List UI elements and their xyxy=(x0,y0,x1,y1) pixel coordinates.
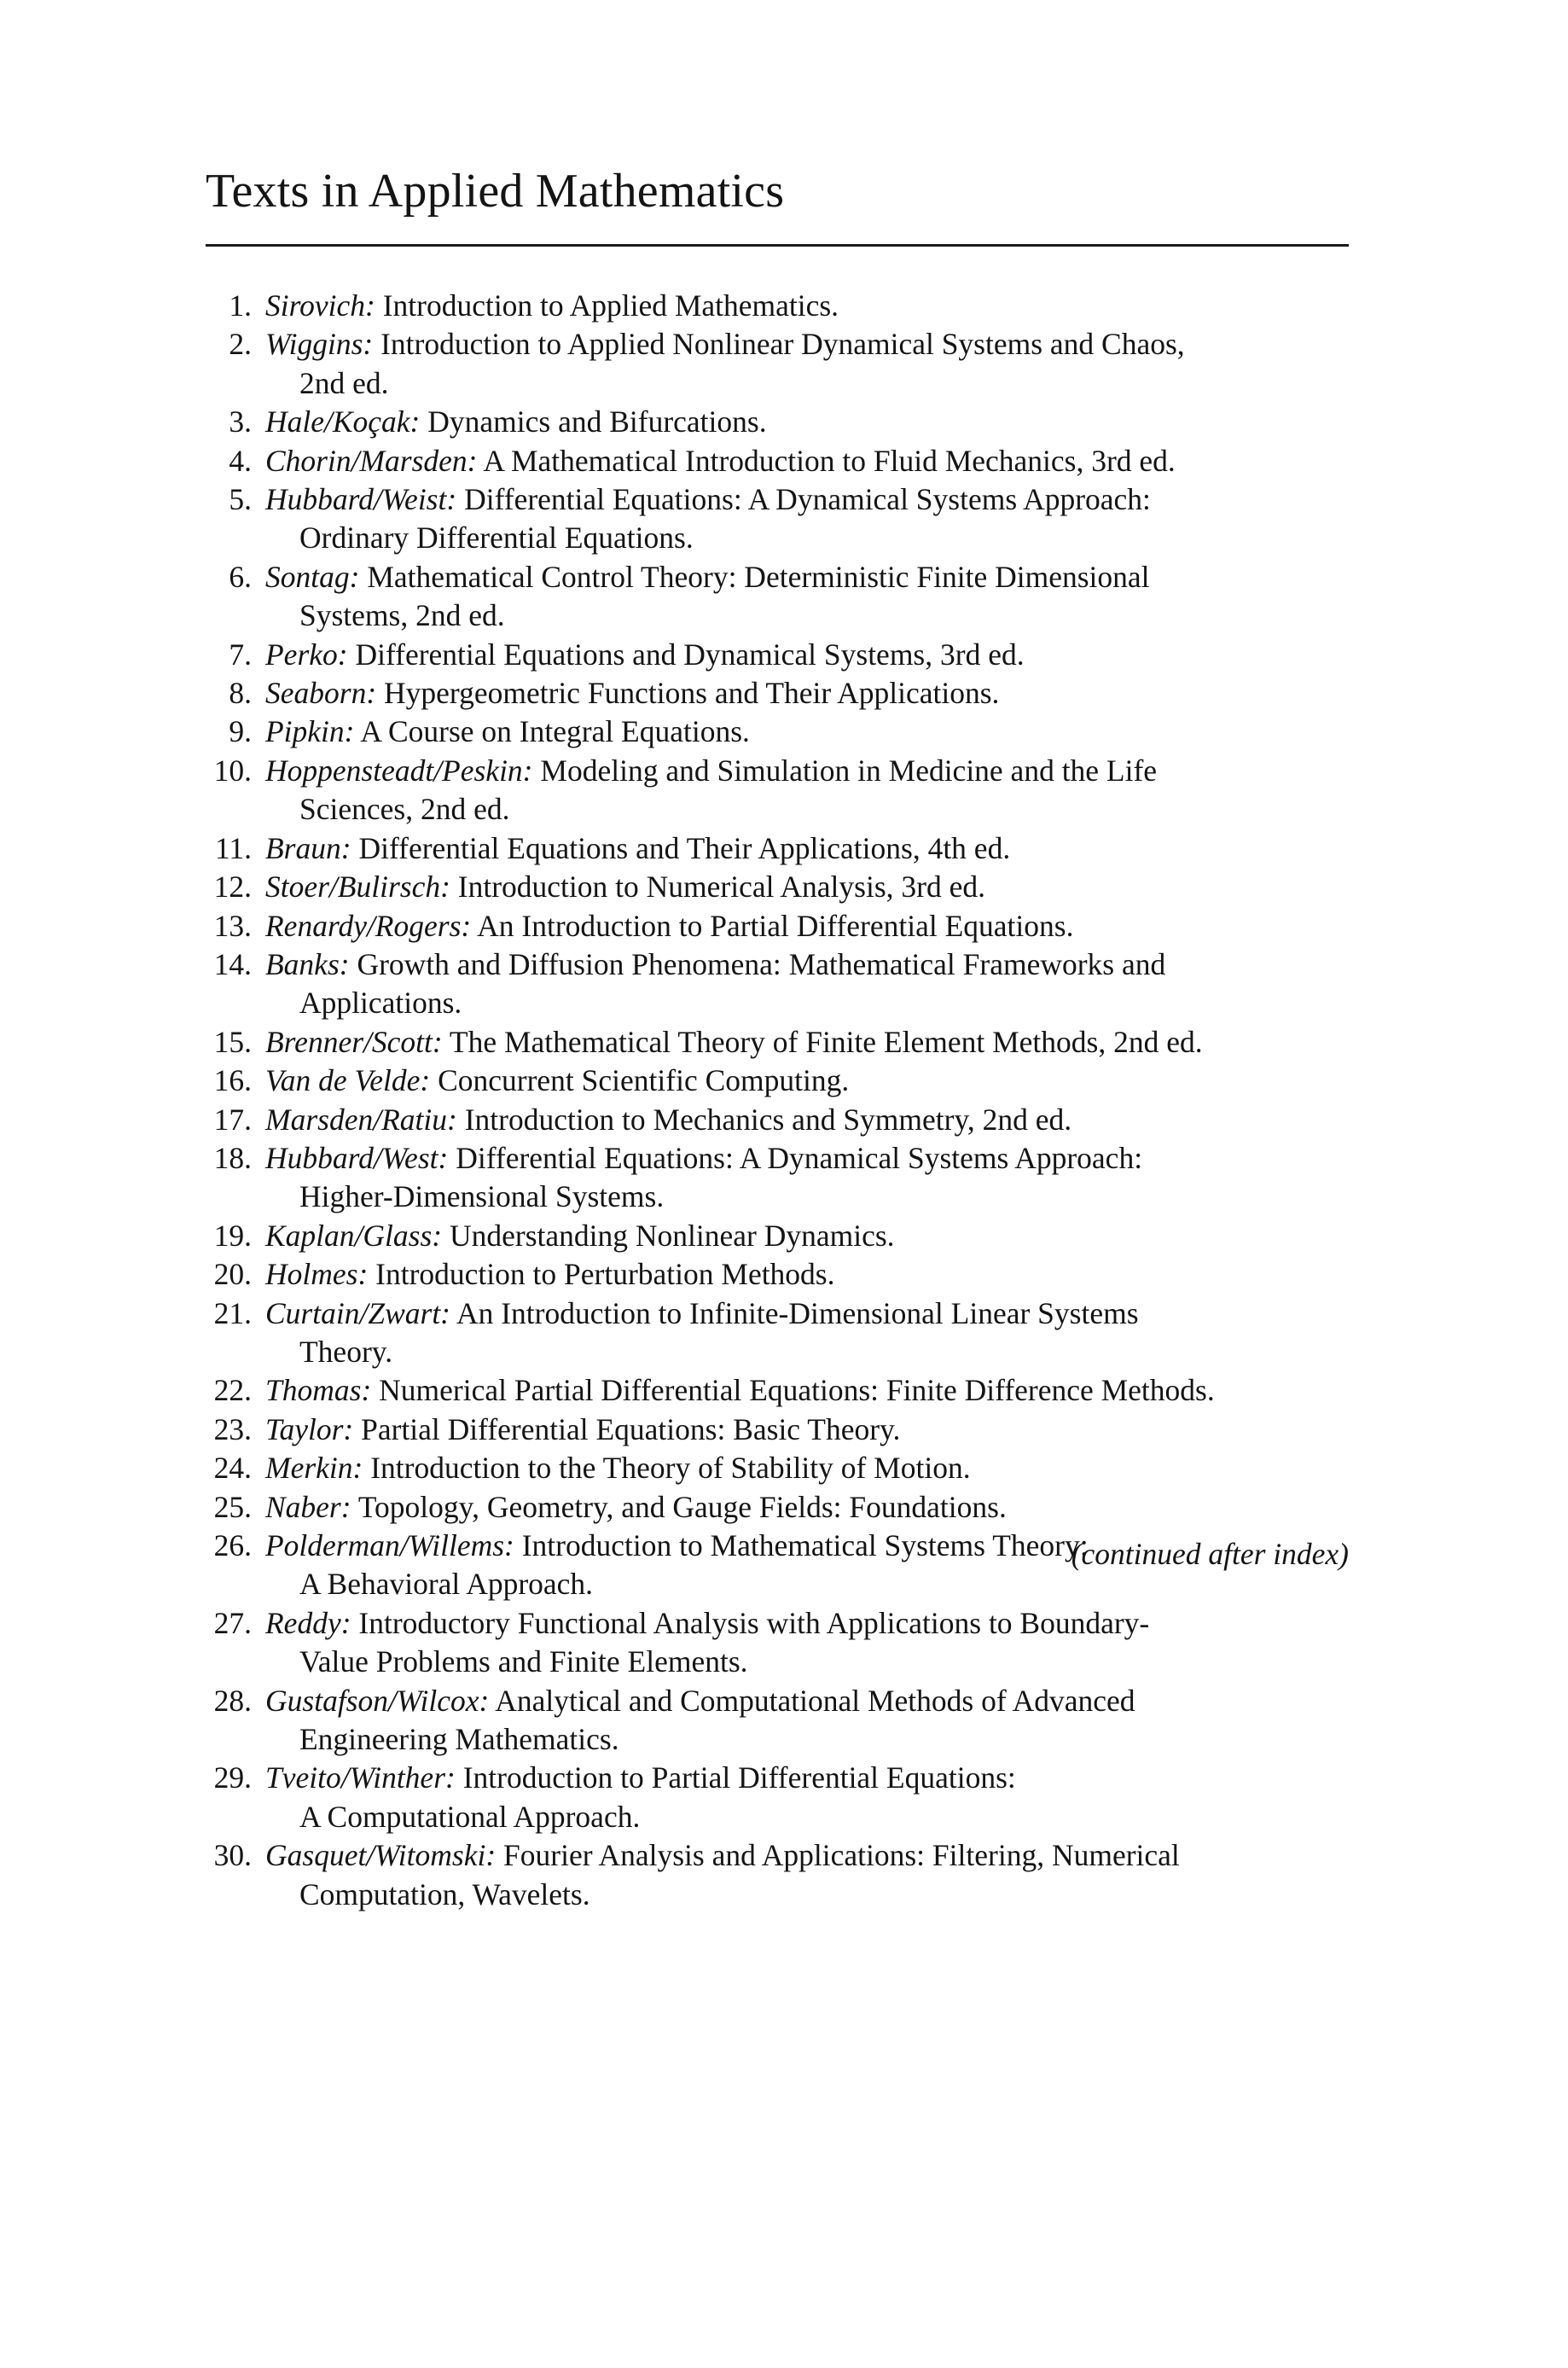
book-number: 24. xyxy=(213,1451,252,1486)
book-entry-line xyxy=(265,1449,1366,1487)
book-number: 17. xyxy=(213,1102,252,1137)
book-entry xyxy=(206,1217,1366,1255)
book-title: Partial Differential Equations: Basic Theory. xyxy=(361,1411,901,1446)
book-number: 2. xyxy=(229,327,252,362)
book-author: Tveito/Winther: xyxy=(265,1760,456,1795)
book-author: Sirovich: xyxy=(265,288,375,323)
book-author: Renardy/Rogers: xyxy=(265,908,472,943)
book-author: Naber: xyxy=(265,1489,351,1524)
book-entry-line xyxy=(265,1836,1366,1875)
book-number: 13. xyxy=(213,908,252,943)
book-entry xyxy=(206,1682,1366,1760)
book-title: Introduction to Applied Mathematics. xyxy=(382,288,839,323)
book-title: Concurrent Scientific Computing. xyxy=(438,1063,850,1098)
book-number: 9. xyxy=(229,714,252,749)
book-title: Dynamics and Bifurcations. xyxy=(427,404,767,439)
book-author: Stoer/Bulirsch: xyxy=(265,870,450,905)
book-number: 22. xyxy=(213,1373,252,1408)
book-author: Banks: xyxy=(265,946,350,981)
book-entry xyxy=(206,674,1366,713)
book-title-continuation: A Computational Approach. xyxy=(299,1799,641,1834)
book-number: 14. xyxy=(213,946,252,981)
book-number: 8. xyxy=(229,676,252,711)
book-title: Introduction to Numerical Analysis, 3rd ed. xyxy=(457,870,985,905)
book-entry xyxy=(206,1295,1366,1372)
book-entry xyxy=(206,907,1366,945)
page-title: Texts in Applied Mathematics xyxy=(206,165,785,218)
book-entry xyxy=(206,1604,1366,1682)
book-title: Mathematical Control Theory: Deterministic Finite Dimensional xyxy=(367,559,1150,594)
book-number: 10. xyxy=(213,753,252,788)
book-author: Van de Velde: xyxy=(265,1063,431,1098)
book-title: Introduction to Mathematical Systems Theory: xyxy=(521,1528,1089,1562)
book-title-continuation: Higher-Dimensional Systems. xyxy=(299,1179,665,1214)
book-title-continuation: A Behavioral Approach. xyxy=(299,1567,594,1602)
book-entry xyxy=(206,1836,1366,1914)
book-title: Understanding Nonlinear Dynamics. xyxy=(449,1218,895,1253)
book-entry-line xyxy=(265,403,1366,441)
book-entry xyxy=(206,713,1366,751)
book-number: 12. xyxy=(213,870,252,905)
book-author: Wiggins: xyxy=(265,327,374,362)
book-title: A Course on Integral Equations. xyxy=(360,714,750,749)
book-author: Braun: xyxy=(265,830,351,865)
book-title-continuation: Engineering Mathematics. xyxy=(299,1722,619,1757)
book-number: 30. xyxy=(213,1838,252,1873)
title-rule xyxy=(206,244,1349,247)
book-title: Introduction to Mechanics and Symmetry, 2nd ed. xyxy=(464,1102,1072,1137)
book-title-continuation: Theory. xyxy=(299,1334,393,1369)
book-author: Hubbard/Weist: xyxy=(265,482,457,517)
book-entry-line xyxy=(265,1062,1366,1100)
book-number: 25. xyxy=(213,1489,252,1524)
book-entry xyxy=(206,442,1366,480)
book-title: Differential Equations: A Dynamical Systems Approach: xyxy=(464,482,1151,517)
book-entry xyxy=(206,1139,1366,1217)
book-author: Pipkin: xyxy=(265,714,355,749)
book-title: Introduction to Applied Nonlinear Dynamical Systems and Chaos, xyxy=(380,327,1185,362)
book-number: 11. xyxy=(214,830,252,865)
book-title: Modeling and Simulation in Medicine and the Life xyxy=(540,753,1158,788)
book-author: Taylor: xyxy=(265,1411,354,1446)
book-number: 23. xyxy=(213,1411,252,1446)
book-number: 21. xyxy=(213,1295,252,1330)
book-title: The Mathematical Theory of Finite Element Methods, 2nd ed. xyxy=(449,1024,1203,1059)
book-number: 7. xyxy=(229,637,252,672)
book-entry-line xyxy=(265,1488,1366,1527)
book-title: Introduction to the Theory of Stability of Motion. xyxy=(370,1451,971,1486)
book-author: Hoppensteadt/Peskin: xyxy=(265,753,533,788)
book-author: Perko: xyxy=(265,637,348,672)
book-title: Growth and Diffusion Phenomena: Mathematical Frameworks and xyxy=(357,946,1166,981)
book-author: Holmes: xyxy=(265,1257,369,1292)
book-entry xyxy=(206,325,1366,403)
book-entry xyxy=(206,1062,1366,1100)
book-title-continuation: Systems, 2nd ed. xyxy=(299,598,505,633)
book-author: Reddy: xyxy=(265,1605,351,1640)
book-entry-line xyxy=(265,752,1366,790)
book-title: Introductory Functional Analysis with Applications to Boundary- xyxy=(358,1605,1150,1640)
book-entry xyxy=(206,403,1366,441)
book-author: Gustafson/Wilcox: xyxy=(265,1683,490,1718)
book-entry-line xyxy=(265,1295,1366,1333)
book-entry xyxy=(206,1449,1366,1487)
book-entry-line xyxy=(265,1759,1366,1797)
book-entry xyxy=(206,1371,1366,1410)
book-entry-line xyxy=(265,907,1366,945)
book-title-continuation: Value Problems and Finite Elements. xyxy=(299,1644,748,1679)
book-entry-line xyxy=(265,674,1366,713)
book-entry xyxy=(206,1411,1366,1449)
continued-note: (continued after index) xyxy=(1071,1537,1349,1571)
book-entry-line xyxy=(265,868,1366,906)
book-title: Topology, Geometry, and Gauge Fields: Foundations. xyxy=(357,1489,1007,1524)
book-author: Curtain/Zwart: xyxy=(265,1295,451,1330)
book-title: Numerical Partial Differential Equations: Finite Difference Methods. xyxy=(379,1373,1215,1408)
book-title: An Introduction to Infinite-Dimensional Linear Systems xyxy=(456,1295,1139,1330)
book-author: Merkin: xyxy=(265,1451,363,1486)
book-author: Brenner/Scott: xyxy=(265,1024,443,1059)
book-author: Seaborn: xyxy=(265,676,377,711)
book-title: Differential Equations: A Dynamical Systems Approach: xyxy=(456,1140,1143,1175)
book-author: Sontag: xyxy=(265,559,360,594)
book-title-continuation: Ordinary Differential Equations. xyxy=(299,521,694,556)
book-entry xyxy=(206,558,1366,636)
book-author: Hale/Koçak: xyxy=(265,404,421,439)
book-entry-line xyxy=(265,636,1366,674)
book-entry xyxy=(206,1759,1366,1836)
book-title: A Mathematical Introduction to Fluid Mechanics, 3rd ed. xyxy=(483,443,1176,478)
book-entry xyxy=(206,287,1366,325)
book-number: 26. xyxy=(213,1528,252,1562)
book-entry-line xyxy=(265,442,1366,480)
book-entry-line xyxy=(265,325,1366,364)
book-author: Thomas: xyxy=(265,1373,372,1408)
book-number: 5. xyxy=(229,482,252,517)
book-entry-line xyxy=(265,1371,1366,1410)
book-number: 28. xyxy=(213,1683,252,1718)
book-entry-line xyxy=(265,1255,1366,1294)
book-number: 1. xyxy=(229,288,252,323)
book-title: Introduction to Perturbation Methods. xyxy=(375,1257,835,1292)
book-entry xyxy=(206,752,1366,829)
book-title-continuation: Computation, Wavelets. xyxy=(299,1876,590,1911)
book-title-continuation: Applications. xyxy=(299,986,462,1021)
book-author: Gasquet/Witomski: xyxy=(265,1838,497,1873)
book-entry-line xyxy=(265,713,1366,751)
book-entry-line xyxy=(265,1023,1366,1062)
book-entry xyxy=(206,1255,1366,1294)
book-entry xyxy=(206,1488,1366,1527)
book-author: Hubbard/West: xyxy=(265,1140,449,1175)
book-entry-line xyxy=(265,558,1366,596)
book-entry-line xyxy=(265,1217,1366,1255)
book-number: 27. xyxy=(213,1605,252,1640)
book-entry xyxy=(206,636,1366,674)
book-entry-line xyxy=(265,829,1366,868)
book-entry-line xyxy=(265,945,1366,984)
book-author: Chorin/Marsden: xyxy=(265,443,478,478)
book-entry xyxy=(206,945,1366,1023)
book-title: An Introduction to Partial Differential Equations. xyxy=(477,908,1074,943)
book-title: Analytical and Computational Methods of Advanced xyxy=(495,1683,1135,1718)
book-title: Differential Equations and Their Applications, 4th ed. xyxy=(358,830,1011,865)
book-number: 4. xyxy=(229,443,252,478)
book-entry-line xyxy=(265,1682,1366,1720)
book-number: 20. xyxy=(213,1257,252,1292)
book-title: Introduction to Partial Differential Equations: xyxy=(462,1760,1016,1795)
book-author: Kaplan/Glass: xyxy=(265,1218,443,1253)
book-title: Fourier Analysis and Applications: Filtering, Numerical xyxy=(503,1838,1180,1873)
book-title: Differential Equations and Dynamical Systems, 3rd ed. xyxy=(355,637,1025,672)
book-number: 15. xyxy=(213,1024,252,1059)
book-entry-line xyxy=(265,1411,1366,1449)
book-title-continuation: 2nd ed. xyxy=(299,365,389,400)
book-number: 6. xyxy=(229,559,252,594)
book-number: 18. xyxy=(213,1140,252,1175)
book-number: 19. xyxy=(213,1218,252,1253)
book-author: Polderman/Willems: xyxy=(265,1528,514,1562)
book-list xyxy=(206,287,1366,1914)
book-entry-line xyxy=(265,1139,1366,1178)
book-entry xyxy=(206,868,1366,906)
book-entry-line xyxy=(265,287,1366,325)
book-title: Hypergeometric Functions and Their Applications. xyxy=(384,676,1000,711)
book-number: 16. xyxy=(213,1063,252,1098)
book-entry xyxy=(206,480,1366,558)
book-entry xyxy=(206,1023,1366,1062)
book-author: Marsden/Ratiu: xyxy=(265,1102,457,1137)
book-entry-line xyxy=(265,480,1366,519)
book-entry-line xyxy=(265,1101,1366,1139)
book-number: 29. xyxy=(213,1760,252,1795)
book-entry xyxy=(206,829,1366,868)
book-entry xyxy=(206,1101,1366,1139)
book-title-continuation: Sciences, 2nd ed. xyxy=(299,792,510,827)
book-entry-line xyxy=(265,1604,1366,1643)
book-number: 3. xyxy=(229,404,252,439)
